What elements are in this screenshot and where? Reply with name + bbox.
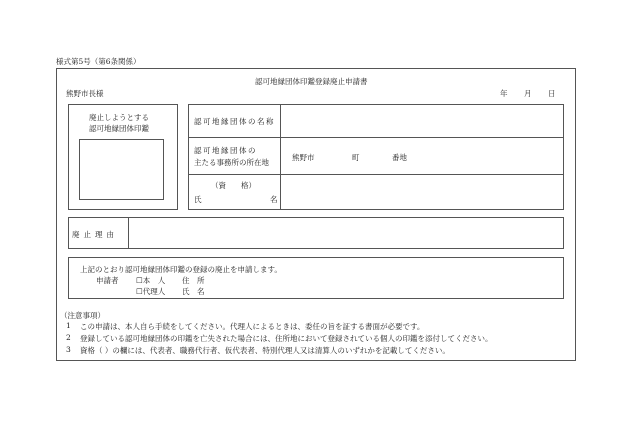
group-name-field[interactable]	[282, 105, 562, 136]
address-city: 熊野市	[292, 153, 315, 162]
date-day: 日	[548, 89, 556, 98]
self-address-label: 住 所	[182, 276, 205, 285]
reason-label: 廃止理由	[72, 230, 118, 239]
addressee: 熊野市長様	[66, 89, 104, 98]
note-text-3: 資格（ ）の欄には、代表者、職務代行者、仮代表者、特別代理人又は清算人のいずれかを記載してください。	[80, 346, 450, 355]
applicant-label: 申請者	[96, 276, 119, 285]
seal-label-line2: 認可地縁団体印鑑	[89, 124, 149, 133]
group-name-label: 認可地縁団体の名称	[194, 117, 275, 126]
declaration-statement: 上記のとおり認可地縁団体印鑑の登録の廃止を申請します。	[80, 265, 282, 274]
representative-title-label: （資 格）	[211, 181, 256, 190]
note-number-3: 3	[66, 345, 71, 354]
note-text-2: 登録している認可地縁団体の印鑑を亡失された場合には、住所地において登録されている個人の印鑑を添付してください。	[80, 334, 493, 343]
representative-field[interactable]	[282, 175, 562, 209]
representative-name-right: 名	[270, 195, 278, 204]
self-option-checkbox[interactable]: ☐本 人	[136, 276, 166, 285]
address-town: 町	[352, 153, 360, 162]
office-label-line1: 認可地縁団体の	[194, 146, 257, 155]
agent-option-checkbox[interactable]: ☐代理人	[136, 287, 166, 296]
representative-name-left: 氏	[194, 195, 202, 204]
address-banchi: 番地	[392, 153, 407, 162]
agent-name-label: 氏 名	[182, 287, 205, 296]
office-label-line2: 主たる事務所の所在地	[194, 158, 269, 167]
reason-field[interactable]	[130, 218, 562, 248]
note-number-1: 1	[66, 321, 71, 330]
reason-divider	[128, 217, 129, 249]
seal-label-line1: 廃止しようとする	[89, 113, 149, 122]
date-year: 年	[500, 89, 508, 98]
form-number: 様式第5号（第6条関係）	[56, 57, 141, 66]
form-title: 認可地縁団体印鑑登録廃止申請書	[255, 77, 368, 86]
date-month: 月	[524, 89, 532, 98]
notes-heading: （注意事項）	[60, 311, 105, 320]
seal-impression-box[interactable]	[79, 139, 164, 200]
info-table-row-line-1	[188, 137, 564, 138]
info-table-divider	[280, 104, 281, 210]
note-number-2: 2	[66, 333, 71, 342]
note-text-1: この申請は、本人自ら手続をしてください。代理人によるときは、委任の旨を証する書面が必要です。	[80, 322, 425, 331]
